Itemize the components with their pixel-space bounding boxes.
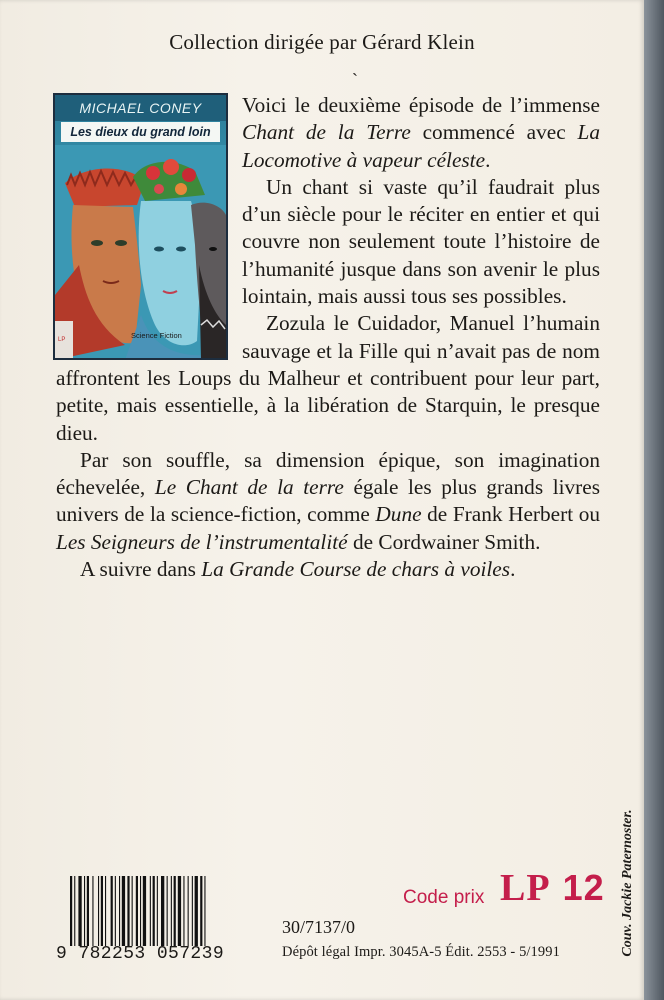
- cover-title: Les dieux du grand loin: [61, 122, 220, 142]
- blurb-paragraph-1: Voici le deuxième épisode de l’immense Chant de la Terre commencé avec La Locomotive à vapeur céleste.: [242, 93, 600, 172]
- catalogue-code: 30/7137/0: [282, 917, 356, 937]
- cover-author: MICHAEL CONEY: [55, 95, 226, 121]
- blurb-paragraph-4: Par son souffle, sa dimension épique, son imagination échevelée, Le Chant de la terre égale les plus grands livres univers de la science-fiction, comme Dune de Frank Herbert ou Les Seigneurs de l’instrumentalité de Cordwainer Smith.: [56, 447, 601, 554]
- code-prix-label: Code prix: [403, 887, 485, 908]
- blurb-paragraph-5: A suivre dans La Grande Course de chars à voiles.: [80, 557, 516, 582]
- barcode-digits: 9 782253 057239: [56, 944, 225, 964]
- svg-text:LP: LP: [58, 337, 66, 343]
- code-prix-number: 12: [562, 867, 605, 908]
- page-edge: [644, 0, 664, 1000]
- cover-credit: [619, 800, 637, 965]
- code-prix-value: [500, 866, 605, 910]
- barcode: [70, 876, 242, 946]
- collection-line: Collection dirigée par Gérard Klein: [169, 30, 475, 54]
- cover-series-label: Science Fiction: [131, 331, 182, 340]
- cover-credit-text: Couv. Jackie Paternoster.: [620, 808, 635, 957]
- blurb-paragraph-3: Zozula le Cuidador, Manuel l’humain sauvage et la Fille qui n’avait pas de nom affrontent les Loups du Malheur et contribuent pour leur part, petite, mais essentielle, à la libération de Starquin, le presque dieu.: [56, 311, 600, 445]
- code-prix-lp: LP: [500, 867, 551, 909]
- depot-legal: Dépôt légal Impr. 3045A-5 Édit. 2553 - 5/1991: [282, 944, 560, 960]
- blurb-paragraph-2: Un chant si vaste qu’il faudrait plus d’un siècle pour le réciter en entier et qui couvre non seulement toute l’histoire de l’humanité jusque dans son avenir le plus lointain, mais aussi tous ses possibles.: [242, 174, 600, 309]
- stray-mark: `: [352, 70, 358, 90]
- blurb: [56, 92, 600, 583]
- cover-wrap-spacer: [56, 92, 242, 362]
